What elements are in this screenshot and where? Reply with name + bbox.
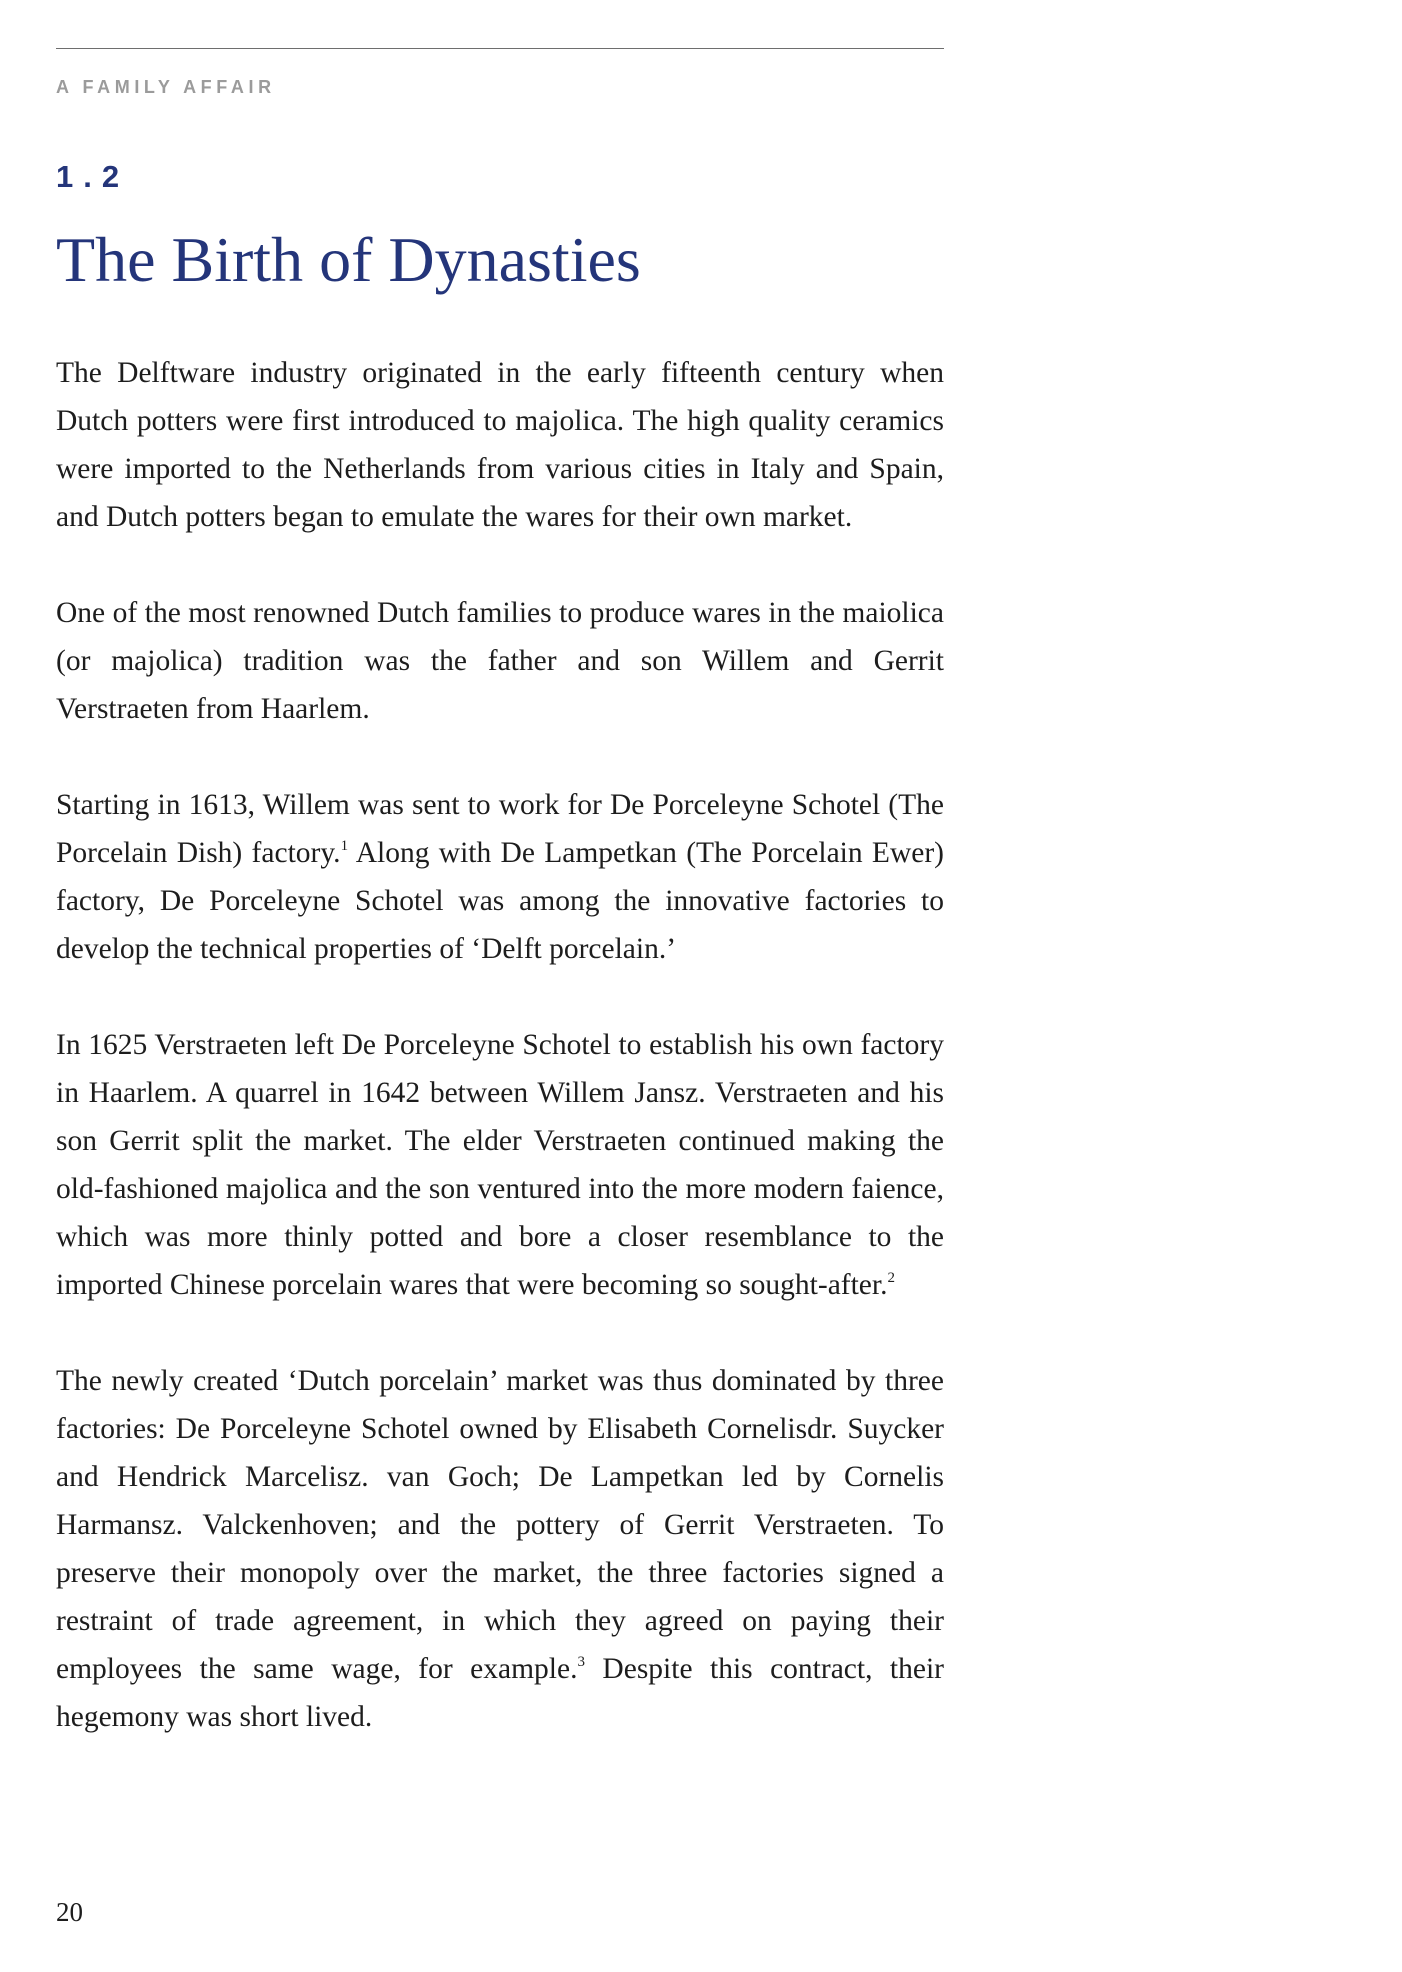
section-title: The Birth of Dynasties: [56, 224, 641, 295]
document-page: [56, 0, 944, 1972]
paragraph-3-text-cont: Along with De Lampetkan (The Porcelain Ewer) factory, De Porceleyne Schotel was among the innovative factories to develop the technical properties of ‘Delft porcelain.’: [56, 837, 944, 965]
paragraph-5-text-cont: Despite this contract, their hegemony was short lived.: [56, 1653, 944, 1733]
paragraph-4-text: In 1625 Verstraeten left De Porceleyne Schotel to establish his own factory in Haarlem. A quarrel in 1642 between Willem Jansz. Verstraeten and his son Gerrit split the market. The elder Verstraeten continued making the old-fashioned majolica and the son ventured into the more modern faience, which was more thinly potted and bore a closer resemblance to the imported Chinese porcelain wares that were becoming so sought-after.: [56, 1029, 944, 1301]
footnote-ref-3: 3: [577, 1654, 585, 1670]
page-number: 20: [56, 1897, 83, 1927]
paragraph-3: [56, 781, 944, 973]
paragraph-1: The Delftware industry originated in the early fifteenth century when Dutch potters were first introduced to majolica. The high quality ceramics were imported to the Netherlands from various cities in Italy and Spain, and Dutch potters began to emulate the wares for their own market.: [56, 357, 944, 533]
section-number: 1.2: [56, 159, 130, 194]
paragraph-2: One of the most renowned Dutch families to produce wares in the maiolica (or majolica) tradition was the father and son Willem and Gerrit Verstraeten from Haarlem.: [56, 597, 944, 725]
body-text: [56, 349, 944, 1741]
paragraph-5: [56, 1357, 944, 1741]
paragraph-3-text: Starting in 1613, Willem was sent to work for De Porceleyne Schotel (The Porcelain Dish) factory.: [56, 789, 944, 869]
header-rule: [56, 48, 944, 49]
paragraph-5-text: The newly created ‘Dutch porcelain’ market was thus dominated by three factories: De Porceleyne Schotel owned by Elisabeth Cornelisdr. Suycker and Hendrick Marcelisz. van Goch; De Lampetkan led by Cornelis Harmansz. Valckenhoven; and the pottery of Gerrit Verstraeten. To preserve their monopoly over the market, the three factories signed a restraint of trade agreement, in which they agreed on paying their employees the same wage, for example.: [56, 1365, 944, 1685]
footnote-ref-1: 1: [340, 838, 349, 854]
running-head: A FAMILY AFFAIR: [56, 77, 276, 97]
footnote-ref-2: 2: [887, 1270, 895, 1286]
paragraph-4: [56, 1021, 944, 1309]
